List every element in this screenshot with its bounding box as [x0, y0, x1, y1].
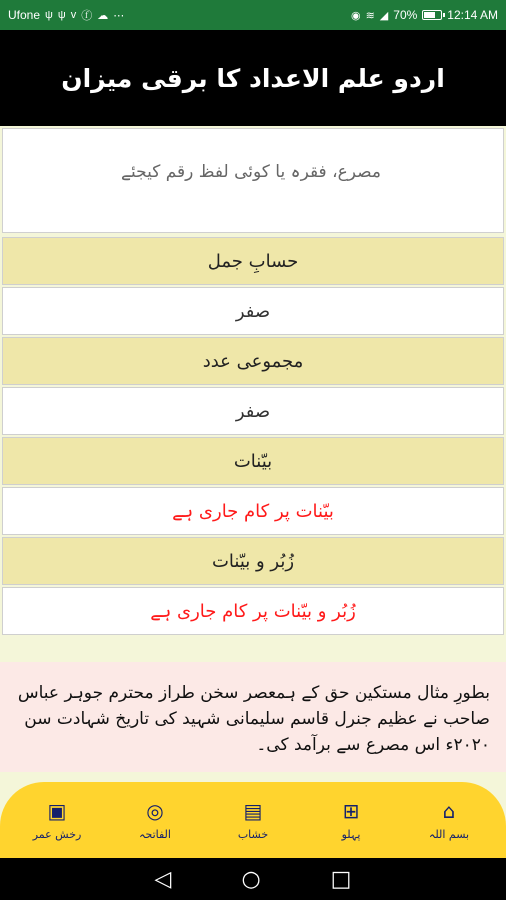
system-navigation-bar	[0, 858, 506, 900]
status-right	[351, 8, 498, 22]
page-title: اردو علم الاعداد کا برقی میزان	[61, 63, 445, 93]
more-dots-icon: ⋯	[113, 9, 125, 22]
eye-icon: ◉	[350, 9, 361, 22]
clock: 12:14 AM	[447, 8, 498, 22]
nav-item-khashab[interactable]	[208, 800, 298, 841]
row-value-text: زُبُر و بیّنات پر کام جاری ہے	[150, 600, 356, 622]
nav-label: پہلو	[341, 827, 361, 841]
wifi-icon: ≋	[365, 9, 375, 22]
facebook-icon: ⓕ	[81, 10, 93, 22]
row-value-total	[2, 387, 504, 435]
row-label-text: بیّنات	[233, 450, 273, 472]
status-left	[8, 7, 124, 23]
row-value-bayyinat	[2, 487, 504, 535]
row-value-text: صفر	[235, 300, 271, 322]
grid-icon: ⊞	[342, 798, 360, 823]
nav-label: رخش عمر	[32, 827, 82, 841]
cloud-icon: ☁	[97, 9, 109, 22]
broadcast-icon: ◎	[146, 798, 164, 823]
text-input[interactable]	[0, 129, 503, 208]
text-input-container[interactable]	[2, 128, 504, 233]
usb-icon: ψ	[45, 9, 53, 21]
keyboard-icon: ▤	[243, 798, 263, 823]
account-box-icon: ▣	[47, 798, 67, 823]
nav-item-bismillah[interactable]	[404, 800, 494, 841]
example-info-text: بطورِ مثال مستکین حق کے ہمعصر سخن طراز محترم جوہر عباس صاحب نے عظیم جنرل قاسم سلیمانی شہید کی تاریخ شہادت سن ۲۰۲۰ء اس مصرع سے برآمد کی۔	[0, 662, 506, 772]
battery-percent: 70%	[393, 8, 418, 22]
nav-label: بسم اللہ	[428, 827, 470, 841]
nav-label: الفاتحہ	[139, 827, 171, 841]
row-label-text: مجموعی عدد	[202, 350, 304, 372]
carrier-name: Ufone	[8, 8, 41, 22]
row-value-text: صفر	[235, 400, 271, 422]
status-bar	[0, 0, 506, 30]
home-circle-icon[interactable]: ○	[241, 866, 261, 892]
row-label-zubur	[2, 537, 504, 585]
row-label-total	[2, 337, 504, 385]
row-label-text: زُبُر و بیّنات	[211, 550, 295, 572]
battery-icon	[422, 10, 442, 20]
home-icon: ⌂	[442, 798, 456, 823]
row-value-text: بیّنات پر کام جاری ہے	[172, 500, 334, 522]
nav-item-pehlu[interactable]	[306, 800, 396, 841]
usb-icon: ψ	[57, 9, 66, 21]
back-icon[interactable]: ◁	[154, 866, 172, 892]
row-value-abjad	[2, 287, 504, 335]
vibrate-icon: v	[70, 9, 77, 21]
signal-icon: ◢	[379, 9, 389, 22]
row-label-abjad	[2, 237, 504, 285]
row-value-zubur	[2, 587, 504, 635]
bottom-navigation	[0, 782, 506, 858]
row-label-text: حسابِ جمل	[207, 250, 299, 272]
nav-item-rakhsh-umar[interactable]	[12, 800, 102, 841]
nav-label: خشاب	[237, 827, 269, 841]
app-header	[0, 30, 506, 126]
row-label-bayyinat	[2, 437, 504, 485]
nav-item-fatiha[interactable]	[110, 800, 200, 841]
recents-icon[interactable]: □	[330, 866, 352, 892]
